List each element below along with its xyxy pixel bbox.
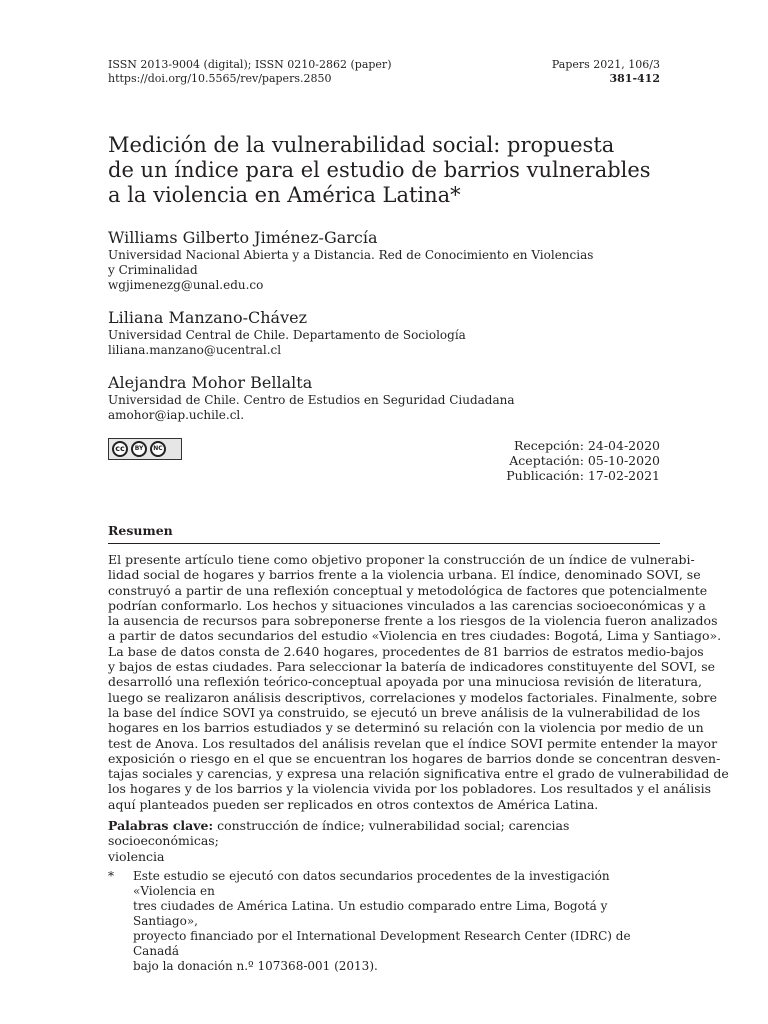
abstract-line: hogares en los barrios estudiados y se determinó su relación con la violencia por medio de un xyxy=(108,720,704,736)
received-date: Recepción: 24-04-2020 xyxy=(513,438,660,453)
footnote-line: tres ciudades de América Latina. Un estudio comparado entre Lima, Bogotá y Santiago», xyxy=(133,899,608,928)
paper-page xyxy=(108,58,729,864)
page-range: 381-412 xyxy=(609,72,660,85)
abstract-line: los hogares y de los barrios y la violencia vivida por los pobladores. Los resultados y el análisis xyxy=(108,781,712,797)
keywords-list-cont: violencia xyxy=(108,848,165,864)
abstract-line: y bajos de estas ciudades. Para seleccionar la batería de indicadores constituyente del SOVI, se xyxy=(108,659,716,675)
author-email[interactable]: wgjimenezg@unal.edu.co xyxy=(108,278,264,292)
abstract-line: lidad social de hogares y barrios frente a la violencia urbana. El índice, denominado SOVI, se xyxy=(108,567,701,583)
author-name: Williams Gilberto Jiménez-García xyxy=(108,228,378,247)
nc-icon: NC xyxy=(150,441,166,457)
author-affiliation: y Criminalidad xyxy=(108,263,198,277)
footnote-text xyxy=(133,869,660,974)
doi-link[interactable]: https://doi.org/10.5565/rev/papers.2850 xyxy=(108,72,332,85)
keywords-label: Palabras clave: xyxy=(108,818,214,834)
title-line: a la violencia en América Latina* xyxy=(108,183,461,207)
abstract-text xyxy=(108,552,729,812)
accepted-date: Aceptación: 05-10-2020 xyxy=(509,453,660,468)
abstract-line: aquí planteados pueden ser replicados en otros contextos de América Latina. xyxy=(108,796,599,812)
abstract-line: El presente artículo tiene como objetivo proponer la construcción de un índice de vulnerabi- xyxy=(108,552,695,567)
abstract-line: La base de datos consta de 2.640 hogares, procedentes de 81 barrios de estratos medio-bajos xyxy=(108,643,704,659)
title-line: de un índice para el estudio de barrios vulnerables xyxy=(108,158,651,182)
abstract-line: luego se realizaron análisis descriptivos, correlaciones y modelos factoriales. Finalmente, sobre xyxy=(108,689,718,705)
issn-line: ISSN 2013-9004 (digital); ISSN 0210-2862 (paper) xyxy=(108,58,392,71)
cc-icon: cc xyxy=(112,441,128,457)
footnote-line: Este estudio se ejecutó con datos secundarios procedentes de la investigación «Violencia en xyxy=(133,869,610,898)
license-dates-row xyxy=(108,438,660,483)
by-icon: BY xyxy=(131,441,147,457)
author-affiliation: Universidad de Chile. Centro de Estudios en Seguridad Ciudadana xyxy=(108,393,515,407)
author-email[interactable]: liliana.manzano@ucentral.cl xyxy=(108,343,282,357)
journal-header xyxy=(108,58,660,86)
title-line: Medición de la vulnerabilidad social: propuesta xyxy=(108,133,615,157)
abstract-heading: Resumen xyxy=(108,523,660,544)
volume-line: Papers 2021, 106/3 xyxy=(551,58,660,71)
footnote-mark: * xyxy=(108,869,114,883)
footnote-line: proyecto financiado por el International Development Research Center (IDRC) de Canadá xyxy=(133,929,631,958)
keywords xyxy=(108,818,660,864)
author-affiliation: Universidad Nacional Abierta y a Distancia. Red de Conocimiento en Violencias xyxy=(108,248,594,262)
issn-block xyxy=(108,58,392,86)
author-email[interactable]: amohor@iap.uchile.cl. xyxy=(108,408,245,422)
abstract-line: desarrolló una reflexión teórico-conceptual apoyada por una minuciosa revisión de literatura, xyxy=(108,674,702,690)
abstract-line: exposición o riesgo en el que se encuentran los hogares de barrios donde se concentran desven- xyxy=(108,750,721,766)
abstract-line: tajas sociales y carencias, y expresa una relación significativa entre el grado de vulnerabilidad de xyxy=(108,766,729,782)
author-block xyxy=(108,228,660,293)
abstract-line: test de Anova. Los resultados del análisis revelan que el índice SOVI permite entender la mayor xyxy=(108,735,718,751)
author-name: Liliana Manzano-Chávez xyxy=(108,308,308,327)
volume-block xyxy=(552,58,660,86)
abstract-line: construyó a partir de una reflexión conceptual y metodológica de factores que potencialmente xyxy=(108,582,708,598)
published-date: Publicación: 17-02-2021 xyxy=(506,468,660,483)
cc-license-badge[interactable] xyxy=(108,438,182,460)
abstract-line: la base del índice SOVI ya construido, se ejecutó un breve análisis de la vulnerabilidad de los xyxy=(108,704,701,720)
footnote xyxy=(108,869,660,974)
keywords-list: construcción de índice; vulnerabilidad social; carencias socioeconómicas; xyxy=(108,818,570,849)
footnote-line: bajo la donación n.º 107368-001 (2013). xyxy=(133,959,378,973)
article-title xyxy=(108,133,660,208)
author-name: Alejandra Mohor Bellalta xyxy=(108,373,313,392)
author-block xyxy=(108,308,660,358)
abstract-line: podrían conformarlo. Los hechos y situaciones vinculados a las carencias socioeconómicas y a xyxy=(108,597,706,613)
author-affiliation: Universidad Central de Chile. Departamento de Sociología xyxy=(108,328,466,342)
author-block xyxy=(108,373,660,423)
abstract-line: la ausencia de recursos para sobreponerse frente a los riesgos de la violencia fueron analizados xyxy=(108,613,718,629)
publication-dates xyxy=(506,438,660,483)
abstract-line: a partir de datos secundarios del estudio «Violencia en tres ciudades: Bogotá, Lima y Santiago». xyxy=(108,628,722,644)
